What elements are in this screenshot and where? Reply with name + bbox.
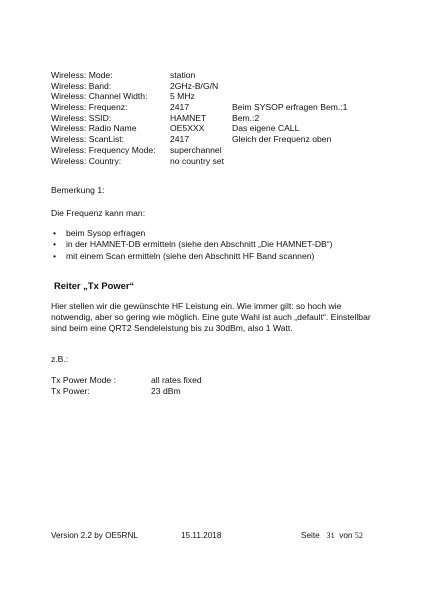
setting-note: Gleich der Frequenz oben (232, 134, 332, 145)
setting-label: Wireless: SSID: (51, 112, 112, 123)
footer-date: 15.11.2018 (181, 531, 222, 540)
remark-text: Die Frequenz kann man: (51, 208, 146, 218)
setting-label: Wireless: Frequenz: (51, 102, 128, 113)
bullet-list-item (51, 251, 332, 262)
frequency-options-list (51, 228, 332, 262)
tx-setting-value: 23 dBm (151, 385, 181, 396)
setting-label: Wireless: Radio Name (51, 123, 137, 134)
setting-value: superchannel (170, 144, 222, 155)
setting-note: Bem.:2 (232, 112, 260, 123)
setting-note: Beim SYSOP erfragen Bem.:1 (232, 102, 348, 113)
bullet-text: mit einem Scan ermitteln (siehe den Abschnitt HF Band scannen) (66, 250, 315, 261)
bullet-text: in der HAMNET-DB ermitteln (siehe den Abschnitt „Die HAMNET-DB“) (66, 239, 333, 250)
bullet-icon: • (53, 239, 57, 250)
setting-label: Wireless: Channel Width: (51, 91, 148, 102)
page-footer (0, 531, 423, 543)
section-paragraph: Hier stellen wir die gewünschte HF Leistung ein. Wie immer gilt: so hoch wie notwendig, aber so gering wie möglich. Eine gute Wahl ist auch „default“. Einstellbar sind beim eine QRT2 Sendeleistung bis zu 30dBm, also 1 Watt. (51, 301, 371, 334)
setting-label: Wireless: Band: (51, 80, 112, 91)
setting-label: Wireless: Country: (51, 155, 122, 166)
setting-label: Wireless: Frequency Mode: (51, 144, 156, 155)
footer-version: Version 2.2 by OE5RNL (51, 531, 138, 540)
bullet-list-item (51, 239, 332, 250)
setting-value: station (170, 70, 196, 80)
bullet-text: beim Sysop erfragen (66, 228, 146, 238)
footer-of-label: von (339, 531, 353, 540)
bullet-icon: • (53, 250, 57, 261)
bullet-list-item (51, 228, 332, 239)
footer-page-label: Seite (301, 531, 320, 540)
setting-value: OE5XXX (170, 123, 205, 134)
footer-page-info (301, 531, 363, 540)
tx-setting-label: Tx Power: (51, 385, 90, 396)
setting-value: 5 MHz (170, 91, 195, 102)
bullet-icon: • (53, 228, 57, 238)
setting-note: Das eigene CALL (232, 123, 300, 134)
tx-setting-value: all rates fixed (151, 375, 202, 385)
setting-value: 2417 (170, 134, 190, 145)
setting-value: HAMNET (170, 112, 207, 123)
setting-label: Wireless: ScanList: (51, 134, 125, 145)
footer-page-number: 31 (326, 531, 335, 540)
footer-total-pages: 52 (354, 531, 363, 540)
example-label: z.B.: (51, 354, 69, 364)
setting-value: 2GHz-B/G/N (170, 80, 219, 91)
setting-value: no country set (170, 155, 224, 166)
section-title: Reiter „Tx Power“ (54, 280, 135, 291)
setting-label: Wireless: Mode: (51, 70, 113, 80)
remark-heading: Bemerkung 1: (51, 185, 105, 195)
setting-value: 2417 (170, 102, 190, 113)
tx-setting-label: Tx Power Mode : (51, 375, 116, 385)
